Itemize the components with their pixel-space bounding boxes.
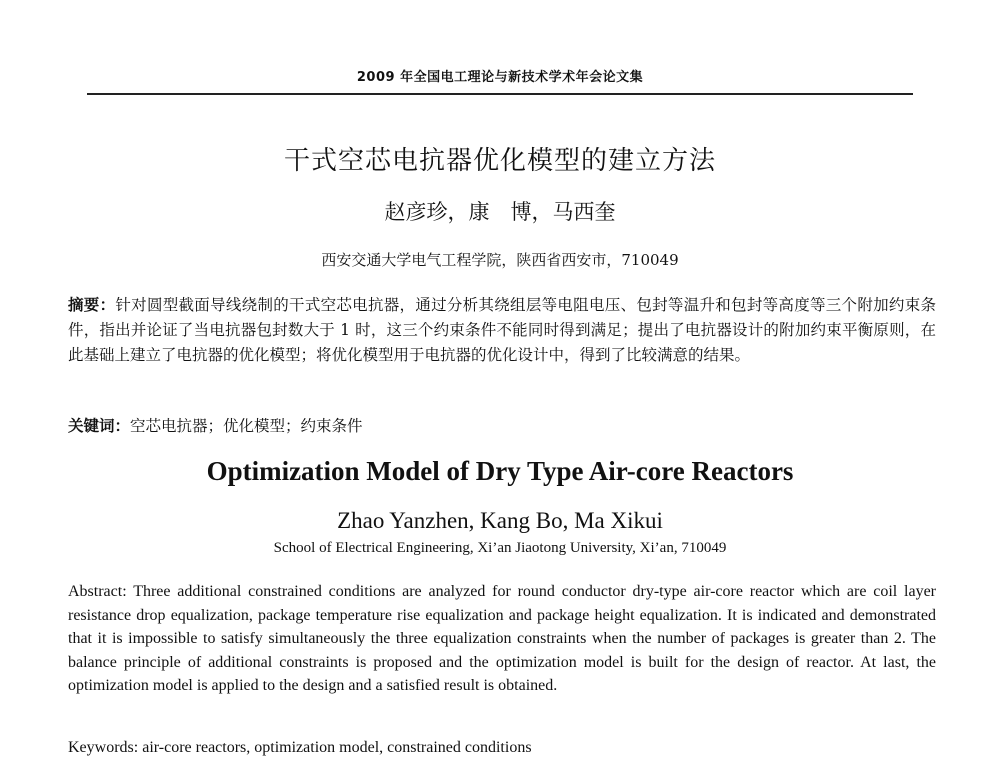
english-authors: Zhao Yanzhen, Kang Bo, Ma Xikui bbox=[337, 508, 663, 533]
english-keywords-text: air-core reactors, optimization model, constrained conditions bbox=[142, 739, 532, 756]
english-abstract bbox=[68, 580, 936, 698]
chinese-keywords-text: 空芯电抗器；优化模型；约束条件 bbox=[130, 417, 363, 435]
chinese-keywords-label: 关键词： bbox=[68, 417, 131, 435]
english-keywords-label: Keywords: bbox=[68, 739, 139, 756]
chinese-keywords bbox=[68, 414, 936, 436]
proceedings-header: 2009 年全国电工理论与新技术学术年会论文集 bbox=[356, 70, 644, 85]
english-abstract-label: Abstract: bbox=[68, 583, 127, 600]
english-abstract-text: Three additional constrained conditions are analyzed for round conductor dry-type air-core reactor which are coil layer resistance drop equalization, package temperature rise equalization and package height equalization. It is indicated and demonstrated that it is impossible to satisfy simultaneously the three equalization constraints when the number of packages is greater than 2. The balance principle of additional constraints is proposed and the optimization model is built for the design of reactor. At last, the optimization model is applied to the design and a satisfied result is obtained. bbox=[68, 583, 937, 694]
header-rule bbox=[87, 93, 913, 95]
chinese-title: 干式空芯电抗器优化模型的建立方法 bbox=[283, 146, 716, 176]
chinese-abstract-label: 摘要： bbox=[68, 296, 116, 314]
english-keywords bbox=[68, 739, 936, 757]
english-title: Optimization Model of Dry Type Air-core Reactors bbox=[206, 456, 794, 486]
chinese-authors: 赵彦珍，康 博，马西奎 bbox=[384, 200, 616, 224]
chinese-affiliation: 西安交通大学电气工程学院，陕西省西安市，710049 bbox=[321, 251, 679, 269]
chinese-abstract-text: 针对圆型截面导线绕制的干式空芯电抗器，通过分析其绕组层等电阻电压、包封等温升和包封等高度等三个附加约束条件，指出并论证了当电抗器包封数大于 1 时，这三个约束条件不能同时得到满足；提出了电抗器设计的附加约束平衡原则，在此基础上建立了电抗器的优化模型；将优化模型用于电抗器的优化设计中，得到了比较满意的结果。 bbox=[68, 296, 936, 364]
english-affiliation: School of Electrical Engineering, Xi’an Jiaotong University, Xi’an, 710049 bbox=[273, 540, 727, 556]
chinese-abstract bbox=[68, 293, 936, 368]
